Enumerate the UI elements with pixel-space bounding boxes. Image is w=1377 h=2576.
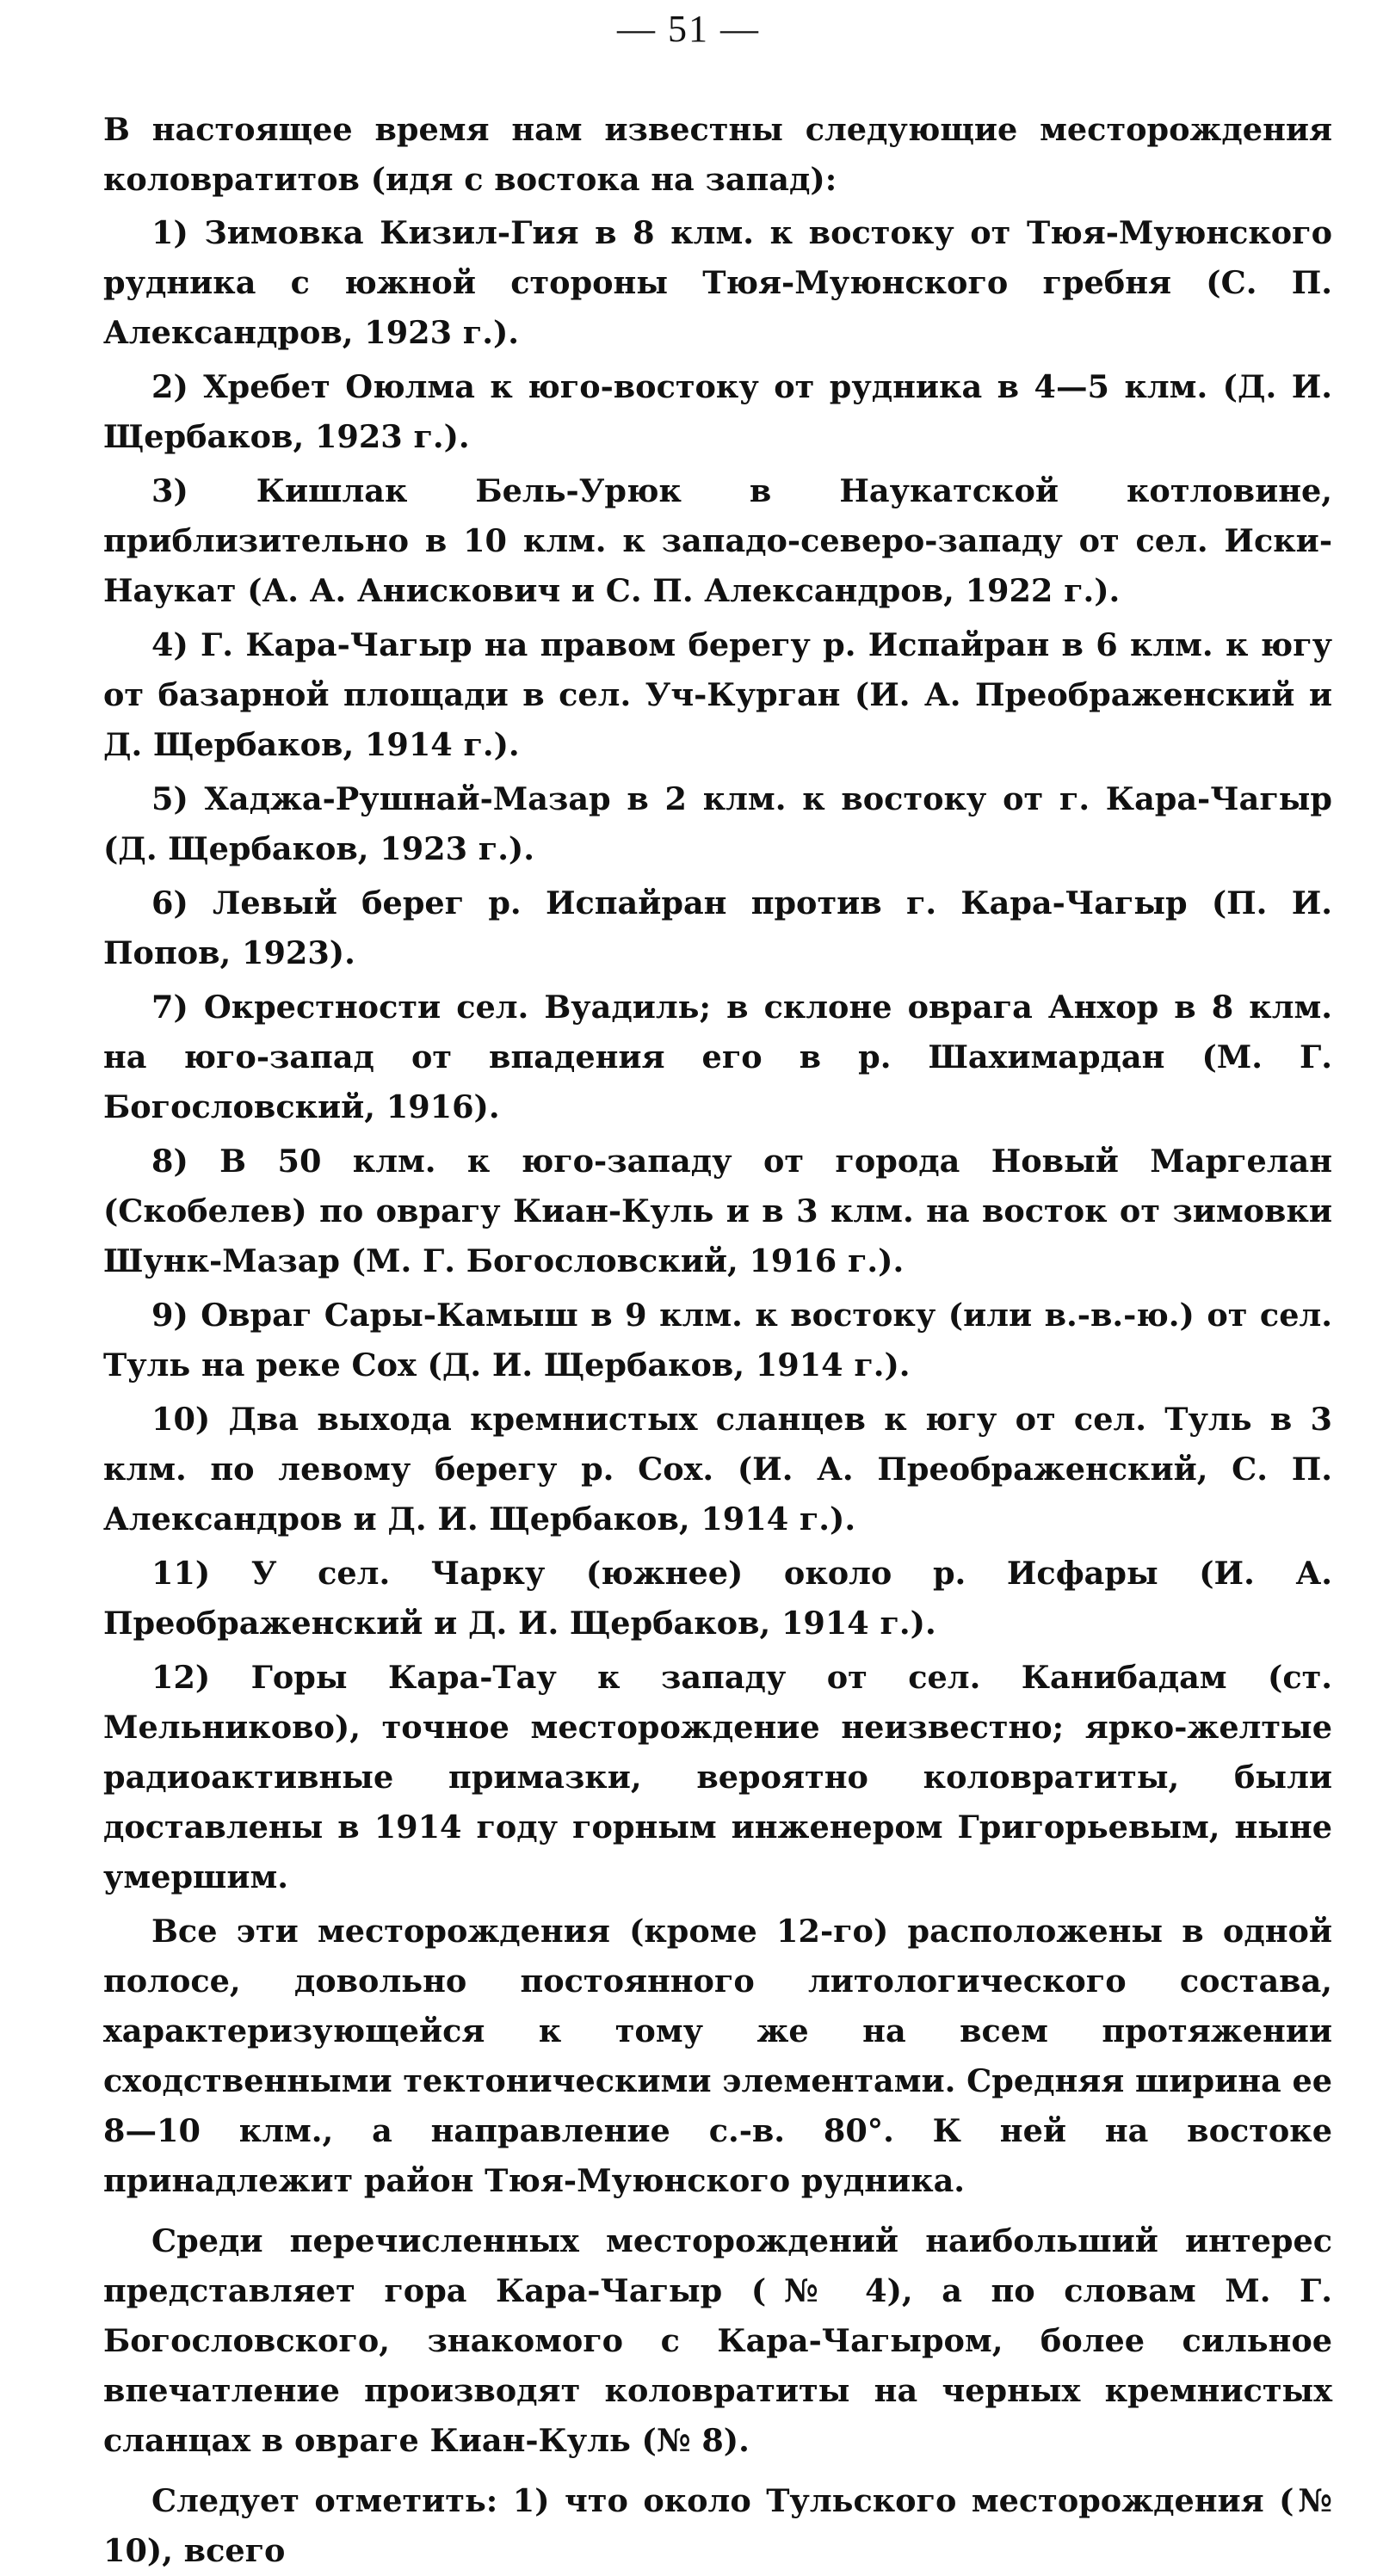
- belt-description-paragraph: Все эти месторождения (кроме 12-го) расположены в одной полосе, довольно постоянного литологического состава, характеризующейся к тому же на всем протяжении сходственными тектоническими элементами. Средняя ширина ее 8—10 клм., а направление с.-в. 80°. К ней на востоке принадлежит район Тюя-Муюнского рудника.: [103, 1913, 1332, 2199]
- note-paragraph: Следует отметить: 1) что около Тульского месторождения (№ 10), всего: [103, 2482, 1332, 2569]
- deposit-list-item: 5) Хаджа-Рушнай-Мазар в 2 клм. к востоку от г. Кара-Чагыр (Д. Щербаков, 1923 г.).: [103, 780, 1332, 867]
- deposit-list-item: 3) Кишлак Бель-Урюк в Наукатской котловине, приблизительно в 10 клм. к западо-северо-западу от сел. Иски-Наукат (А. А. Анискович и С. П. Александров, 1922 г.).: [103, 472, 1332, 609]
- deposit-list-item: 4) Г. Кара-Чагыр на правом берегу р. Испайран в 6 клм. к югу от базарной площади в сел. Уч-Курган (И. А. Преображенский и Д. Щербаков, 1914 г.).: [103, 626, 1332, 763]
- deposit-list-item: 12) Горы Кара-Тау к западу от сел. Канибадам (ст. Мельниково), точное месторождение неизвестно; ярко-желтые радиоактивные примазки, вероятно коловратиты, были доставлены в 1914 году горным инженером Григорьевым, ныне умершим.: [103, 1659, 1332, 1895]
- deposit-list-item: 8) В 50 клм. к юго-западу от города Новый Маргелан (Скобелев) по оврагу Киан-Куль и в 3 клм. на восток от зимовки Шунк-Мазар (М. Г. Богословский, 1916 г.).: [103, 1143, 1332, 1279]
- page-number: — 51 —: [617, 8, 760, 50]
- deposit-list-item: 6) Левый берег р. Испайран против г. Кара-Чагыр (П. И. Попов, 1923).: [103, 884, 1332, 971]
- deposit-list-item: 1) Зимовка Кизил-Гия в 8 клм. к востоку от Тюя-Муюнского рудника с южной стороны Тюя-Муюнского гребня (С. П. Александров, 1923 г.).: [103, 214, 1332, 351]
- deposit-list-item: 2) Хребет Оюлма к юго-востоку от рудника в 4—5 клм. (Д. И. Щербаков, 1923 г.).: [103, 368, 1332, 455]
- intro-paragraph: В настоящее время нам известны следующие месторождения коловратитов (идя с востока на запад):: [103, 111, 1332, 198]
- deposit-list-item: 10) Два выхода кремнистых сланцев к югу от сел. Туль в 3 клм. по левому берегу р. Сох. (И. А. Преображенский, С. П. Александров и Д. И. Щербаков, 1914 г.).: [103, 1401, 1332, 1538]
- interest-paragraph: Среди перечисленных месторождений наибольший интерес представляет гора Кара-Чагыр (№ 4), а по словам М. Г. Богословского, знакомого с Кара-Чагыром, более сильное впечатление производят коловратиты на черных кремнистых сланцах в овраге Киан-Куль (№ 8).: [103, 2222, 1332, 2459]
- deposit-list-item: 11) У сел. Чарку (южнее) около р. Исфары (И. А. Преображенский и Д. И. Щербаков, 1914 г.).: [103, 1555, 1332, 1642]
- deposit-list-item: 7) Окрестности сел. Вуадиль; в склоне оврага Анхор в 8 клм. на юго-запад от впадения его в р. Шахимардан (М. Г. Богословский, 1916).: [103, 989, 1332, 1125]
- page-body: [103, 105, 1332, 2576]
- deposit-list-item: 9) Овраг Сары-Камыш в 9 клм. к востоку (или в.-в.-ю.) от сел. Туль на реке Сох (Д. И. Щербаков, 1914 г.).: [103, 1297, 1332, 1384]
